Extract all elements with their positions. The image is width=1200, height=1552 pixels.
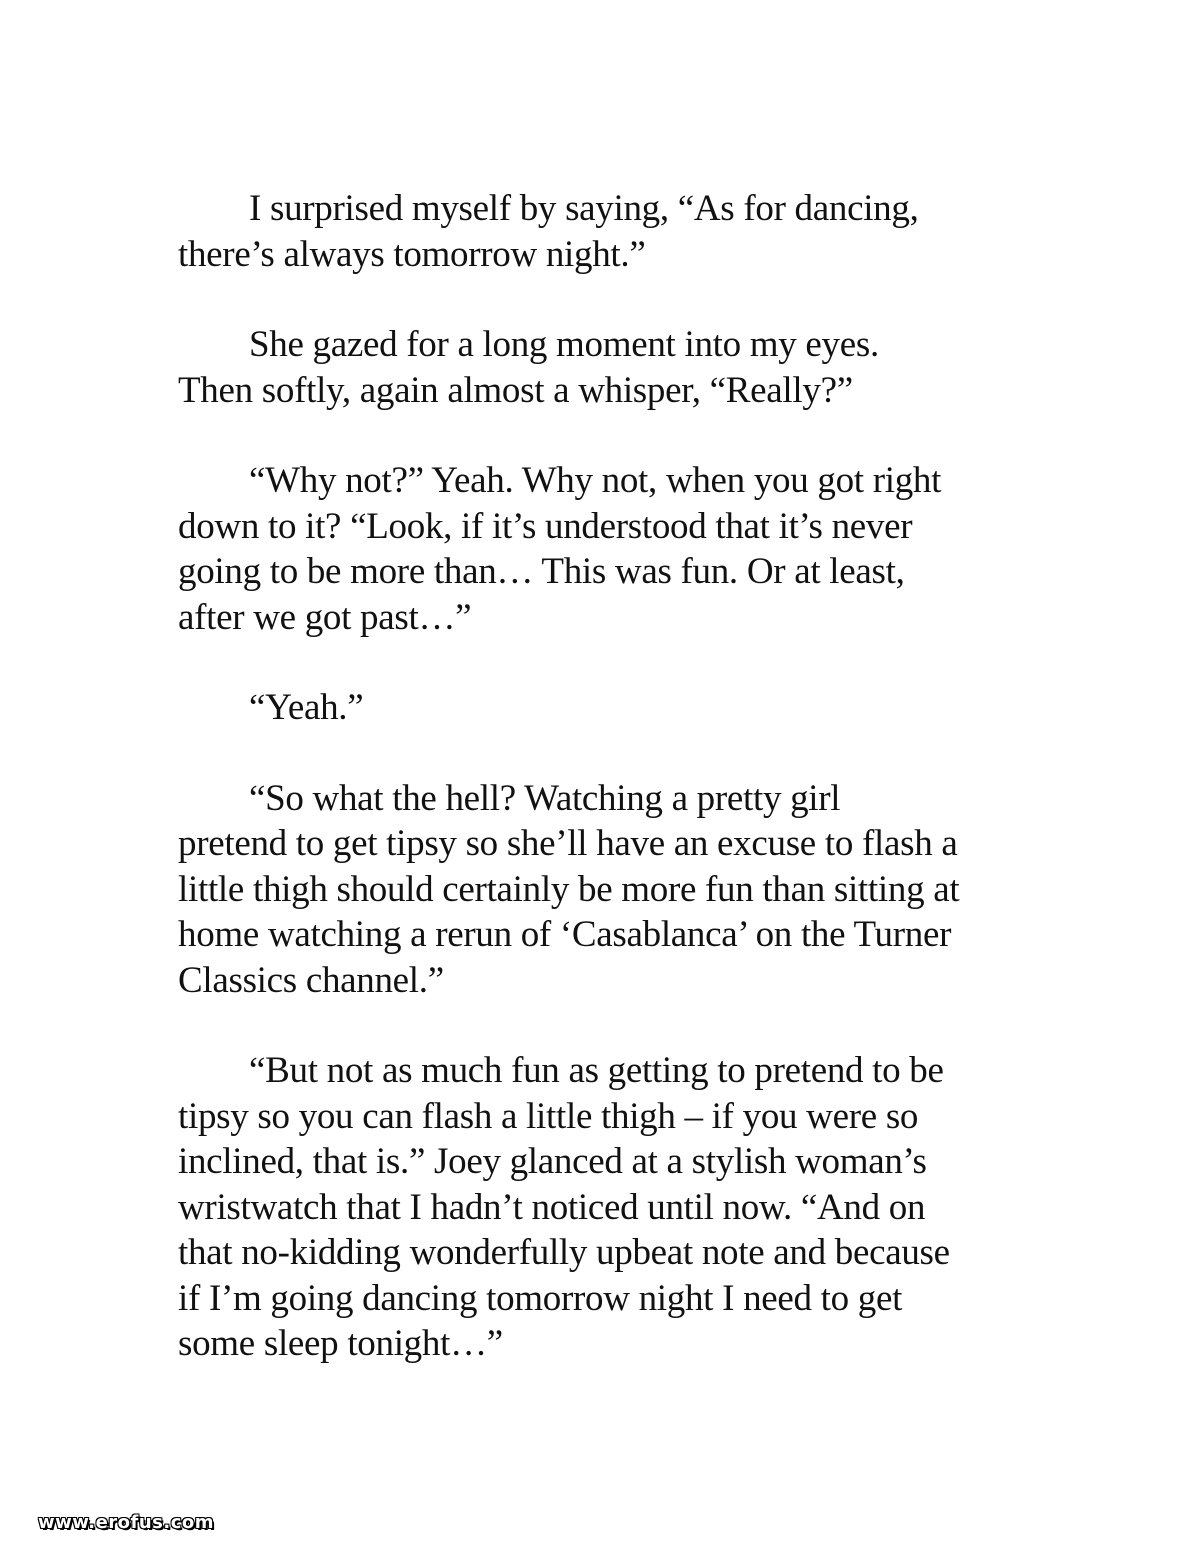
- paragraph-6: [178, 1048, 1058, 1367]
- text-line: pretend to get tipsy so she’ll have an excuse to flash a: [178, 823, 958, 864]
- paragraph-2: [178, 322, 1058, 413]
- site-watermark: www.erofus.com: [38, 1512, 215, 1533]
- text-line: “But not as much fun as getting to pretend to be: [249, 1050, 944, 1091]
- text-line: “Yeah.”: [249, 687, 364, 728]
- paragraph-4: [178, 685, 1058, 731]
- text-line: inclined, that is.” Joey glanced at a stylish woman’s: [178, 1141, 927, 1182]
- text-line: She gazed for a long moment into my eyes.: [249, 324, 879, 365]
- text-line: “So what the hell? Watching a pretty girl: [249, 777, 841, 819]
- text-line: little thigh should certainly be more fun than sitting at: [178, 868, 960, 910]
- text-line: Classics channel.”: [178, 959, 444, 1001]
- text-line: some sleep tonight…”: [178, 1323, 503, 1364]
- text-line: that no-kidding wonderfully upbeat note and because: [178, 1232, 950, 1273]
- paragraph-5: [178, 776, 1058, 1004]
- document-body: [178, 186, 1058, 1412]
- text-line: down to it? “Look, if it’s understood that it’s never: [178, 505, 913, 547]
- text-line: “Why not?” Yeah. Why not, when you got right: [249, 460, 942, 501]
- paragraph-3: [178, 458, 1058, 640]
- text-line: there’s always tomorrow night.”: [178, 233, 646, 275]
- text-line: tipsy so you can flash a little thigh – if you were so: [178, 1095, 919, 1137]
- text-line: wristwatch that I hadn’t noticed until now. “And on: [178, 1186, 926, 1228]
- paragraph-1: [178, 186, 1058, 277]
- text-line: after we got past…”: [178, 596, 472, 638]
- text-line: going to be more than… This was fun. Or at least,: [178, 551, 905, 592]
- text-line: I surprised myself by saying, “As for dancing,: [249, 188, 919, 229]
- text-line: home watching a rerun of ‘Casablanca’ on the Turner: [178, 914, 952, 955]
- text-line: Then softly, again almost a whisper, “Really?”: [178, 369, 853, 411]
- text-line: if I’m going dancing tomorrow night I need to get: [178, 1277, 903, 1319]
